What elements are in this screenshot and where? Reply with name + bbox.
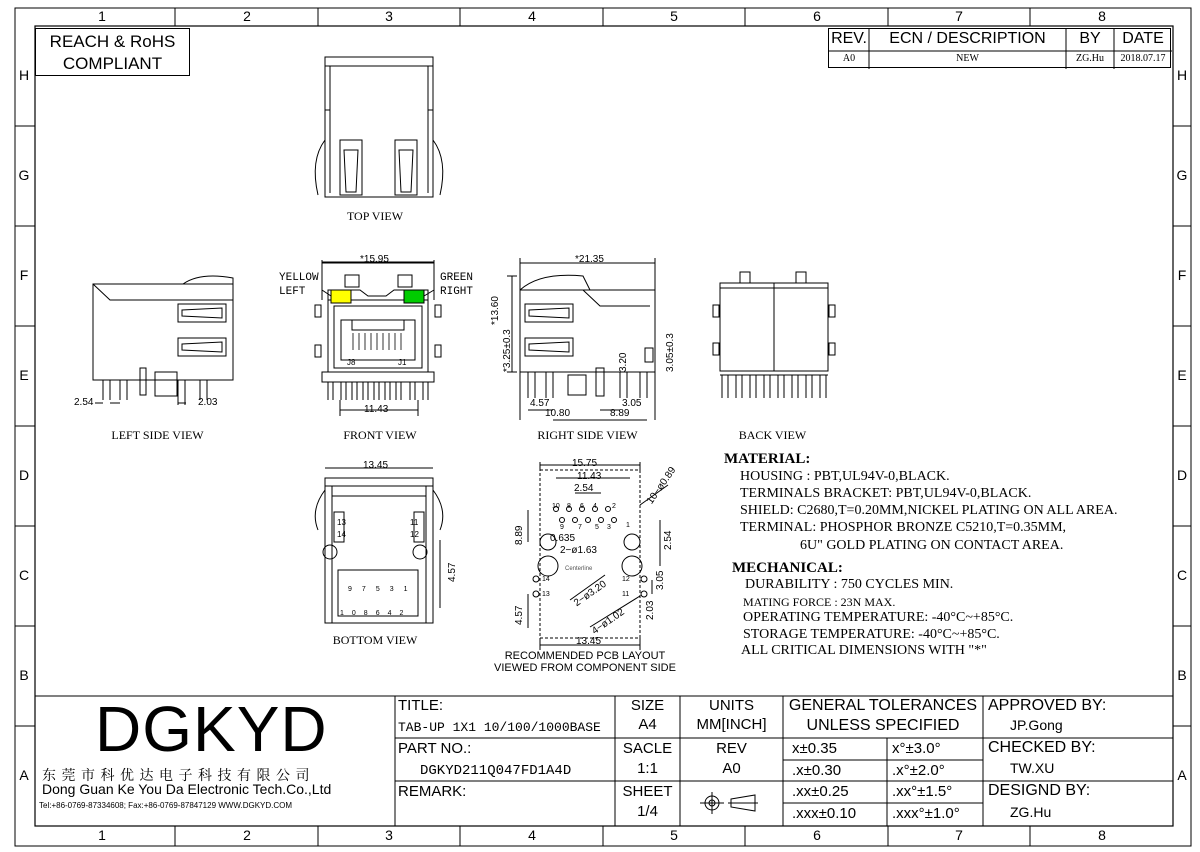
approved-label: APPROVED BY: <box>988 697 1107 714</box>
pcb-num-7: 7 <box>578 524 582 531</box>
led-yellow-label: YELLOW <box>279 272 319 284</box>
zone-col-5: 5 <box>670 8 678 24</box>
bottom-pin-2: 2 <box>399 610 412 617</box>
rev-header-rev: REV. <box>831 30 867 47</box>
designed-label: DESIGND BY: <box>988 782 1091 799</box>
back-view-title: BACK VIEW <box>738 428 807 442</box>
mechanical-line-2: MATING FORCE : 23N MAX. <box>743 595 896 609</box>
zone-col-2-bottom: 2 <box>243 827 251 843</box>
rev-cell-rev: A0 <box>842 53 856 64</box>
pcb-dim-0635: 0.635 <box>550 533 576 544</box>
bottom-pin-9: 9 <box>348 586 362 593</box>
partno-label: PART NO.: <box>398 740 472 757</box>
zone-col-7: 7 <box>955 8 963 24</box>
zone-col-3: 3 <box>385 8 393 24</box>
pcb-dim-254: 2.54 <box>574 483 594 494</box>
zone-col-6: 6 <box>813 8 821 24</box>
zone-row-c: C <box>18 567 30 583</box>
dim-bottom-width: 13.45 <box>363 460 389 471</box>
zone-row-h-right: H <box>1176 67 1188 83</box>
zone-row-e-right: E <box>1177 367 1187 383</box>
bottom-pin-10: 10 <box>340 610 364 617</box>
material-line-2: TERMINALS BRACKET: PBT,UL94V-0,BLACK. <box>740 486 1032 501</box>
led-right-label: RIGHT <box>440 286 474 298</box>
size-value: A4 <box>638 716 657 733</box>
zone-row-b-right: B <box>1177 667 1187 683</box>
zone-row-a: A <box>19 767 29 783</box>
zone-row-g-right: G <box>1176 167 1188 183</box>
title-value: TAB-UP 1X1 10/100/1000BASE <box>398 720 601 735</box>
zone-row-e: E <box>19 367 29 383</box>
scale-value: 1:1 <box>637 760 658 777</box>
checked-label: CHECKED BY: <box>988 739 1096 756</box>
sheet-label: SHEET <box>622 783 673 800</box>
mechanical-line-4: STORAGE TEMPERATURE: -40°C~+85°C. <box>743 627 1000 642</box>
pcb-view-title-1: RECOMMENDED PCB LAYOUT <box>504 650 666 662</box>
tolerance-linear-3: .xx±0.25 <box>792 783 849 800</box>
front-view-title: FRONT VIEW <box>343 428 417 442</box>
bottom-pin-8: 8 <box>363 610 376 617</box>
pcb-num-14: 14 <box>542 576 550 583</box>
rev-header-desc: ECN / DESCRIPTION <box>889 30 1046 47</box>
material-line-5: 6U" GOLD PLATING ON CONTACT AREA. <box>800 538 1064 553</box>
led-left-label: LEFT <box>279 286 306 298</box>
pcb-dim-254r: 2.54 <box>663 530 674 550</box>
bottom-pin-3: 3 <box>389 586 404 593</box>
dim-right-b1: 4.57 <box>530 398 550 409</box>
pcb-centerline: Centerline <box>565 566 593 572</box>
zone-row-d-right: D <box>1176 467 1188 483</box>
bottom-pin-12: 12 <box>410 530 419 539</box>
dim-right-b2: 3.05 <box>622 398 642 409</box>
dim-j1: J1 <box>398 358 407 367</box>
designed-value: ZG.Hu <box>1010 804 1052 820</box>
pcb-dim-1143: 11.43 <box>577 471 602 482</box>
pcb-dim-889: 8.89 <box>514 525 525 545</box>
zone-row-d: D <box>18 467 30 483</box>
zone-col-3-bottom: 3 <box>385 827 393 843</box>
zone-col-5-bottom: 5 <box>670 827 678 843</box>
left-view-title: LEFT SIDE VIEW <box>111 428 204 442</box>
pcb-view-title-2: VIEWED FROM COMPONENT SIDE <box>494 662 676 674</box>
material-line-4: TERMINAL: PHOSPHOR BRONZE C5210,T=0.35MM, <box>740 520 1067 535</box>
pcb-dim-102: 4−ø1.02 <box>590 606 627 638</box>
pcb-dim-1575: 15.75 <box>572 458 598 469</box>
rev-cell-desc: NEW <box>956 53 979 64</box>
dim-right-b4: 8.89 <box>610 408 630 419</box>
pcb-dim-203: 2.03 <box>645 600 656 620</box>
mechanical-line-1: DURABILITY : 750 CYCLES MIN. <box>745 577 954 592</box>
material-line-3: SHIELD: C2680,T=0.20MM,NICKEL PLATING ON ALL AREA. <box>740 503 1118 518</box>
company-contact: Tel:+86-0769-87334608; Fax:+86-0769-87847129 WWW.DGKYD.COM <box>39 801 293 810</box>
pcb-dim-hole: 10−ø0.89 <box>645 465 679 507</box>
zone-row-f-right: F <box>1177 267 1187 283</box>
pcb-dim-163: 2−ø1.63 <box>560 545 597 556</box>
checked-value: TW.XU <box>1010 760 1055 776</box>
dim-j8: J8 <box>347 358 356 367</box>
zone-row-g: G <box>18 167 30 183</box>
bottom-pin-6: 6 <box>375 610 388 617</box>
zone-col-4-bottom: 4 <box>528 827 536 843</box>
bottom-pin-4: 4 <box>387 610 400 617</box>
zone-col-8-bottom: 8 <box>1098 827 1106 843</box>
units-label: UNITS <box>709 697 754 714</box>
dim-right-h2: *3.25±0.3 <box>502 329 513 372</box>
zone-col-2: 2 <box>243 8 251 24</box>
zone-row-f: F <box>19 267 29 283</box>
size-label: SIZE <box>630 697 665 714</box>
zone-col-6-bottom: 6 <box>813 827 821 843</box>
pcb-dim-305: 3.05 <box>655 570 666 590</box>
pcb-dim-457: 4.57 <box>514 605 525 625</box>
pcb-num-13: 13 <box>542 591 550 598</box>
rev-header-by: BY <box>1079 30 1101 47</box>
zone-col-4: 4 <box>528 8 536 24</box>
right-view-title: RIGHT SIDE VIEW <box>537 428 638 442</box>
tolerance-angular-1: x°±3.0° <box>892 740 941 757</box>
pcb-dim-1345: 13.45 <box>576 636 602 647</box>
dim-bottom-side: 4.57 <box>447 562 458 582</box>
tolerance-linear-2: .x±0.30 <box>792 762 842 779</box>
bottom-view-title: BOTTOM VIEW <box>332 633 418 647</box>
dim-right-h3: 3.20 <box>618 352 629 372</box>
compliance-line-2: COMPLIANT <box>62 54 163 73</box>
title-label: TITLE: <box>398 697 444 714</box>
dim-front-pin: 11.43 <box>364 404 389 415</box>
tolerance-angular-3: .xx°±1.5° <box>892 783 953 800</box>
scale-label: SACLE <box>622 740 673 757</box>
dim-right-width: *21.35 <box>575 254 604 265</box>
remark-label: REMARK: <box>398 783 467 800</box>
rev-value: A0 <box>722 760 741 777</box>
tolerance-angular-4: .xxx°±1.0° <box>892 805 960 822</box>
compliance-line-1: REACH & RoHS <box>49 32 176 51</box>
zone-col-1-bottom: 1 <box>98 827 106 843</box>
tolerance-angular-2: .x°±2.0° <box>892 762 945 779</box>
partno-value: DGKYD211Q047FD1A4D <box>420 763 572 779</box>
pcb-num-6: 6 <box>580 503 584 510</box>
pcb-num-3: 3 <box>607 524 611 531</box>
rev-cell-date: 2018.07.17 <box>1120 53 1166 64</box>
bottom-pin-14: 14 <box>337 530 346 539</box>
pcb-num-8: 8 <box>567 503 571 510</box>
tolerance-linear-4: .xxx±0.10 <box>792 805 857 822</box>
mechanical-title: MECHANICAL: <box>732 560 843 576</box>
dim-right-h4: 3.05±0.3 <box>665 333 676 372</box>
tolerance-title-2: UNLESS SPECIFIED <box>806 717 960 734</box>
zone-row-b: B <box>19 667 29 683</box>
pcb-num-12: 12 <box>622 576 630 583</box>
rev-label: REV <box>716 740 747 757</box>
dim-front-width: *15.95 <box>360 254 389 265</box>
pcb-num-11: 11 <box>622 591 630 598</box>
pcb-num-4: 4 <box>593 503 597 510</box>
bottom-pin-5: 5 <box>375 586 390 593</box>
rev-cell-by: ZG.Hu <box>1075 53 1105 64</box>
dim-left-b: 2.03 <box>198 397 218 408</box>
approved-value: JP.Gong <box>1010 717 1063 733</box>
pcb-dim-320: 2−ø3.20 <box>572 578 609 610</box>
bottom-pin-11: 11 <box>410 518 419 527</box>
company-name-cn: 东莞市科优达电子科技有限公司 <box>42 767 315 783</box>
material-line-1: HOUSING : PBT,UL94V-0,BLACK. <box>740 469 950 484</box>
pcb-num-2: 2 <box>612 503 616 510</box>
led-green-label: GREEN <box>440 272 474 284</box>
mechanical-line-5: ALL CRITICAL DIMENSIONS WITH "*" <box>741 643 987 658</box>
tolerance-linear-1: x±0.35 <box>792 740 837 757</box>
mechanical-line-3: OPERATING TEMPERATURE: -40°C~+85°C. <box>743 610 1014 625</box>
bottom-pin-1: 1 <box>403 586 418 593</box>
dim-right-h1: *13.60 <box>490 296 501 325</box>
pcb-num-10: 10 <box>552 503 560 510</box>
zone-row-h: H <box>18 67 30 83</box>
sheet-value: 1/4 <box>637 803 658 820</box>
zone-col-7-bottom: 7 <box>955 827 963 843</box>
zone-col-8: 8 <box>1098 8 1106 24</box>
company-name-en: Dong Guan Ke You Da Electronic Tech.Co.,Ltd <box>42 781 332 797</box>
top-view-title: TOP VIEW <box>346 209 404 223</box>
material-title: MATERIAL: <box>724 451 811 467</box>
pcb-num-1: 1 <box>626 522 630 529</box>
rev-header-date: DATE <box>1122 30 1164 47</box>
zone-row-a-right: A <box>1177 767 1187 783</box>
bottom-pin-7: 7 <box>361 586 376 593</box>
zone-row-c-right: C <box>1176 567 1188 583</box>
pcb-num-5: 5 <box>595 524 599 531</box>
bottom-pin-13: 13 <box>337 518 346 527</box>
company-logo: DGKYD <box>95 693 328 765</box>
dim-left-a: 2.54 <box>74 397 94 408</box>
tolerance-title-1: GENERAL TOLERANCES <box>788 697 978 714</box>
units-value: MM[INCH] <box>696 716 767 733</box>
zone-col-1: 1 <box>98 8 106 24</box>
pcb-num-9: 9 <box>560 524 564 531</box>
dim-right-b3: 10.80 <box>545 408 571 419</box>
